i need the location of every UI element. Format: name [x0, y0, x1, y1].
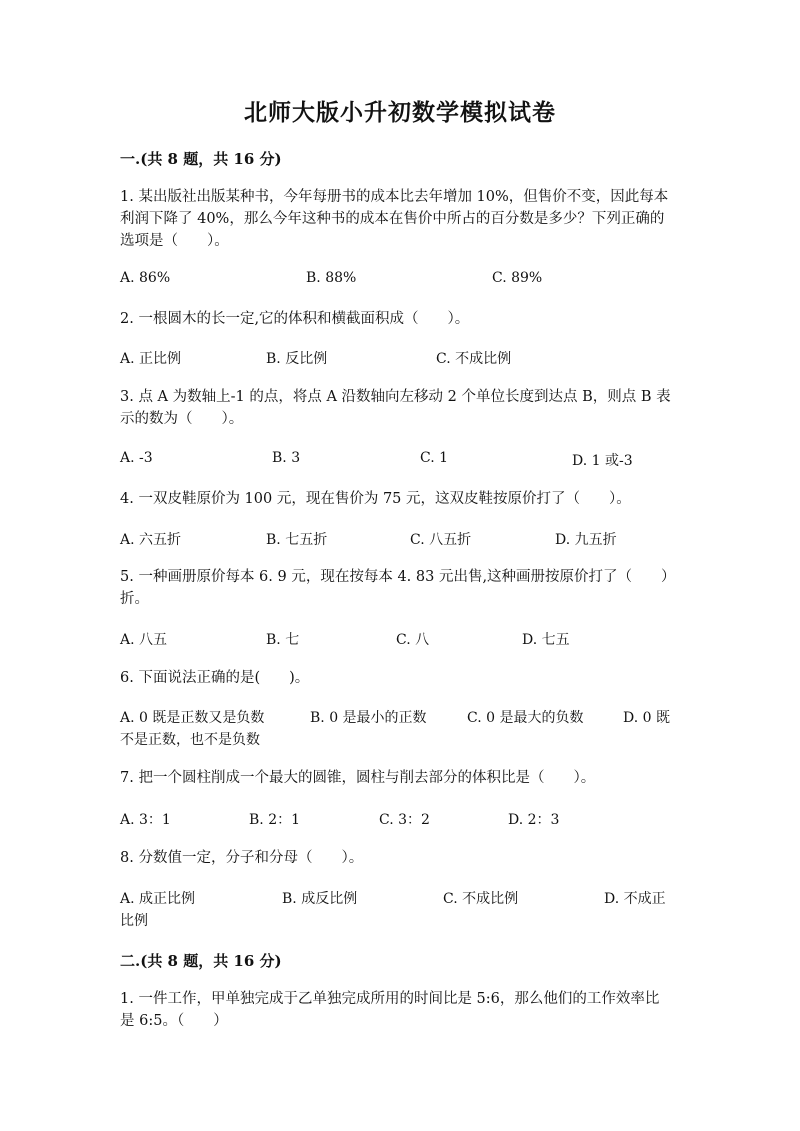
question-5: 5. 一种画册原价每本 6. 9 元，现在按每本 4. 83 元出售,这种画册按原价打了（ ）折。 — [120, 569, 669, 607]
option-a[interactable]: A. 3：1 — [120, 812, 171, 828]
option-b[interactable]: B. 88% — [306, 270, 357, 286]
option-b[interactable]: B. 七 — [266, 632, 300, 648]
option-c[interactable]: C. 八五折 — [410, 532, 472, 548]
option-c[interactable]: C. 3：2 — [379, 812, 430, 828]
option-c[interactable]: C. 89% — [492, 270, 543, 286]
option-c[interactable]: C. 1 — [420, 450, 449, 466]
question-1: 1. 某出版社出版某种书，今年每册书的成本比去年增加 10%，但售价不变，因此每本利润下降了 40%，那么今年这种书的成本在售价中所占的百分数是多少？下列正确的选项是（ ）。 — [120, 189, 669, 249]
question-6: 6. 下面说法正确的是( )。 — [120, 670, 310, 686]
option-c[interactable]: C. 八 — [396, 632, 430, 648]
option-a[interactable]: A. 成正比例 — [120, 891, 196, 907]
option-d[interactable]: D. 2：3 — [508, 812, 560, 828]
question-judge-1: 1. 一件工作，甲单独完成于乙单独完成所用的时间比是 5:6，那么他们的工作效率比是 6:5。（ ） — [120, 991, 660, 1029]
option-c[interactable]: C. 不成比例 — [443, 891, 519, 907]
option-d[interactable]: D. 1 或-3 — [572, 453, 633, 469]
page-title: 北师大版小升初数学模拟试卷 — [244, 99, 556, 126]
option-a[interactable]: A. 正比例 — [120, 351, 182, 367]
question-2: 2. 一根圆木的长一定,它的体积和横截面积成（ ）。 — [120, 311, 470, 327]
option-c[interactable]: C. 不成比例 — [436, 351, 512, 367]
option-d[interactable]: D. 0 既 — [623, 710, 670, 726]
section-heading-2: 二.(共 8 题，共 16 分) — [120, 952, 282, 970]
question-8: 8. 分数值一定，分子和分母（ ）。 — [120, 850, 364, 866]
option-b[interactable]: B. 2：1 — [249, 812, 301, 828]
option-d-continued: 不是正数，也不是负数 — [120, 732, 260, 748]
question-3: 3. 点 A 为数轴上-1 的点，将点 A 沿数轴向左移动 2 个单位长度到达点 B，则点 B 表示的数为（ ）。 — [120, 389, 671, 427]
option-c[interactable]: C. 0 是最大的负数 — [467, 710, 584, 726]
option-a[interactable]: A. -3 — [120, 450, 153, 466]
section-heading-1: 一.(共 8 题，共 16 分) — [120, 150, 282, 168]
option-b[interactable]: B. 0 是最小的正数 — [310, 710, 427, 726]
option-d-continued: 比例 — [120, 913, 148, 929]
option-b[interactable]: B. 3 — [272, 450, 301, 466]
option-a[interactable]: A. 八五 — [120, 632, 168, 648]
option-d[interactable]: D. 不成正 — [604, 891, 666, 907]
option-b[interactable]: B. 成反比例 — [282, 891, 358, 907]
option-b[interactable]: B. 七五折 — [266, 532, 328, 548]
question-7: 7. 把一个圆柱削成一个最大的圆锥，圆柱与削去部分的体积比是（ ）。 — [120, 770, 596, 786]
option-d[interactable]: D. 七五 — [522, 632, 570, 648]
question-4: 4. 一双皮鞋原价为 100 元，现在售价为 75 元，这双皮鞋按原价打了（ ）。 — [120, 491, 631, 507]
option-a[interactable]: A. 六五折 — [120, 532, 182, 548]
option-a[interactable]: A. 86% — [120, 270, 171, 286]
option-b[interactable]: B. 反比例 — [266, 351, 328, 367]
option-d[interactable]: D. 九五折 — [555, 532, 617, 548]
option-a[interactable]: A. 0 既是正数又是负数 — [120, 710, 265, 726]
